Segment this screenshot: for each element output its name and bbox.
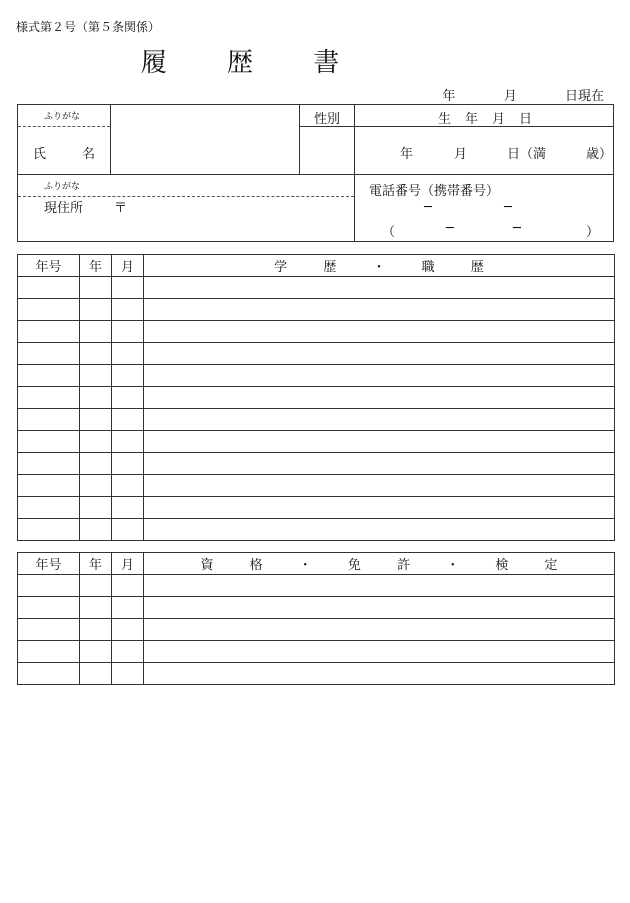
name-label-2: 名 [82,147,96,162]
mobile-dash-1: ─ [446,221,454,236]
birth-month-label: 月 [454,147,468,162]
license-entry-cell[interactable] [144,641,615,663]
history-year-cell[interactable] [80,497,112,519]
history-row [18,519,615,541]
history-row [18,343,615,365]
license-year-cell[interactable] [80,663,112,685]
mobile-paren-open: （ [382,225,396,240]
license-entry-cell[interactable] [144,619,615,641]
license-era-cell[interactable] [18,575,80,597]
license-entry-cell[interactable] [144,597,615,619]
license-month-header: 月 [112,553,144,575]
history-entry-cell[interactable] [144,475,615,497]
history-header-row [18,255,615,277]
history-row [18,365,615,387]
date-month-label: 月 [503,89,517,104]
history-title-char: 学 [274,260,288,275]
license-year-cell[interactable] [80,641,112,663]
license-row [18,619,615,641]
license-title-char: 免 [347,558,361,573]
title-char: 歴 [226,48,253,78]
license-title-char: ・ [298,558,312,573]
license-title-char: 検 [495,558,509,573]
history-year-cell[interactable] [80,299,112,321]
history-year-cell[interactable] [80,365,112,387]
history-month-cell[interactable] [112,475,144,497]
license-title-char: 資 [200,558,214,573]
postal-mark: 〒 [114,201,128,216]
history-entry-cell[interactable] [144,299,615,321]
form-number-label: 様式第２号（第５条関係） [16,20,161,34]
history-era-cell[interactable] [18,277,80,299]
date-as-of [442,85,604,104]
history-entry-cell[interactable] [144,277,615,299]
license-era-cell[interactable] [18,619,80,641]
mobile-paren-close: ） [586,225,600,240]
history-year-cell[interactable] [80,475,112,497]
license-month-cell[interactable] [112,597,144,619]
license-year-header: 年 [80,553,112,575]
license-year-cell[interactable] [80,619,112,641]
date-year-label: 年 [442,89,456,104]
history-title-char: ・ [372,260,386,275]
birth-label-3: 月 [492,112,506,127]
age-suffix-label: 歳） [586,147,613,162]
license-row [18,597,615,619]
history-row [18,497,615,519]
history-entry-cell[interactable] [144,409,615,431]
history-month-cell[interactable] [112,321,144,343]
history-row [18,387,615,409]
date-day-now-label: 日現在 [564,89,604,104]
history-year-cell[interactable] [80,453,112,475]
history-row [18,431,615,453]
history-entry-cell[interactable] [144,321,615,343]
license-era-header: 年号 [18,553,80,575]
license-month-cell[interactable] [112,575,144,597]
history-month-header: 月 [112,255,144,277]
phone-label: 電話番号（携帯番号） [369,184,500,199]
phone-dash-1: ─ [424,200,432,215]
license-table [17,552,615,685]
title-char: 書 [313,48,340,78]
gender-label: 性別 [314,112,341,127]
history-year-cell[interactable] [80,277,112,299]
history-era-cell[interactable] [18,321,80,343]
history-entry-cell[interactable] [144,519,615,541]
history-year-cell[interactable] [80,321,112,343]
history-entry-cell[interactable] [144,365,615,387]
history-month-cell[interactable] [112,365,144,387]
license-title-char: ・ [446,558,460,573]
history-month-cell[interactable] [112,277,144,299]
history-row [18,475,615,497]
license-title-char: 定 [544,558,558,573]
name-label-1: 氏 [33,147,47,162]
history-year-cell[interactable] [80,431,112,453]
history-row [18,453,615,475]
history-era-cell[interactable] [18,387,80,409]
birth-day-age-label: 日（満 [507,147,547,162]
history-era-cell[interactable] [18,497,80,519]
mobile-dash-2: ─ [513,221,521,236]
license-title-char: 許 [397,558,411,573]
history-title-char: 職 [421,260,435,275]
license-month-cell[interactable] [112,641,144,663]
history-month-cell[interactable] [112,387,144,409]
license-year-cell[interactable] [80,575,112,597]
history-era-cell[interactable] [18,365,80,387]
history-table [17,254,615,541]
phone-dash-2: ─ [504,200,512,215]
license-header-row [18,553,615,575]
license-row [18,663,615,685]
license-month-cell[interactable] [112,663,144,685]
document-title [0,42,480,79]
license-title-char: 格 [249,558,263,573]
address-furigana-label: ふりがな [44,182,81,192]
history-title-char: 歴 [323,260,337,275]
title-char: 履 [140,48,167,78]
history-era-cell[interactable] [18,431,80,453]
history-year-header: 年 [80,255,112,277]
license-entry-cell[interactable] [144,575,615,597]
birth-label-1: 生 [438,112,452,127]
history-entry-cell[interactable] [144,387,615,409]
history-row [18,409,615,431]
license-era-cell[interactable] [18,641,80,663]
history-era-header: 年号 [18,255,80,277]
license-row [18,575,615,597]
history-entry-cell[interactable] [144,343,615,365]
birth-label-4: 日 [519,112,533,127]
history-title-header [144,255,615,277]
history-month-cell[interactable] [112,431,144,453]
history-era-cell[interactable] [18,343,80,365]
history-entry-cell[interactable] [144,453,615,475]
address-label: 現住所 [44,201,84,216]
history-row [18,277,615,299]
birth-label-2: 年 [465,112,479,127]
license-row [18,641,615,663]
history-month-cell[interactable] [112,497,144,519]
personal-info-box [17,104,614,242]
history-year-cell[interactable] [80,519,112,541]
license-era-cell[interactable] [18,663,80,685]
history-era-cell[interactable] [18,409,80,431]
history-entry-cell[interactable] [144,497,615,519]
name-furigana-label: ふりがな [44,112,81,122]
history-year-cell[interactable] [80,409,112,431]
license-title-header [144,553,615,575]
history-row [18,299,615,321]
license-body [18,575,615,685]
history-year-cell[interactable] [80,387,112,409]
history-row [18,321,615,343]
history-title-char: 歴 [470,260,484,275]
history-year-cell[interactable] [80,343,112,365]
license-year-cell[interactable] [80,597,112,619]
history-month-cell[interactable] [112,409,144,431]
birth-year-label: 年 [400,147,414,162]
history-month-cell[interactable] [112,343,144,365]
history-body [18,277,615,541]
history-era-cell[interactable] [18,299,80,321]
history-month-cell[interactable] [112,453,144,475]
license-month-cell[interactable] [112,619,144,641]
history-era-cell[interactable] [18,453,80,475]
history-month-cell[interactable] [112,519,144,541]
history-era-cell[interactable] [18,519,80,541]
license-entry-cell[interactable] [144,663,615,685]
history-entry-cell[interactable] [144,431,615,453]
history-month-cell[interactable] [112,299,144,321]
history-era-cell[interactable] [18,475,80,497]
license-era-cell[interactable] [18,597,80,619]
